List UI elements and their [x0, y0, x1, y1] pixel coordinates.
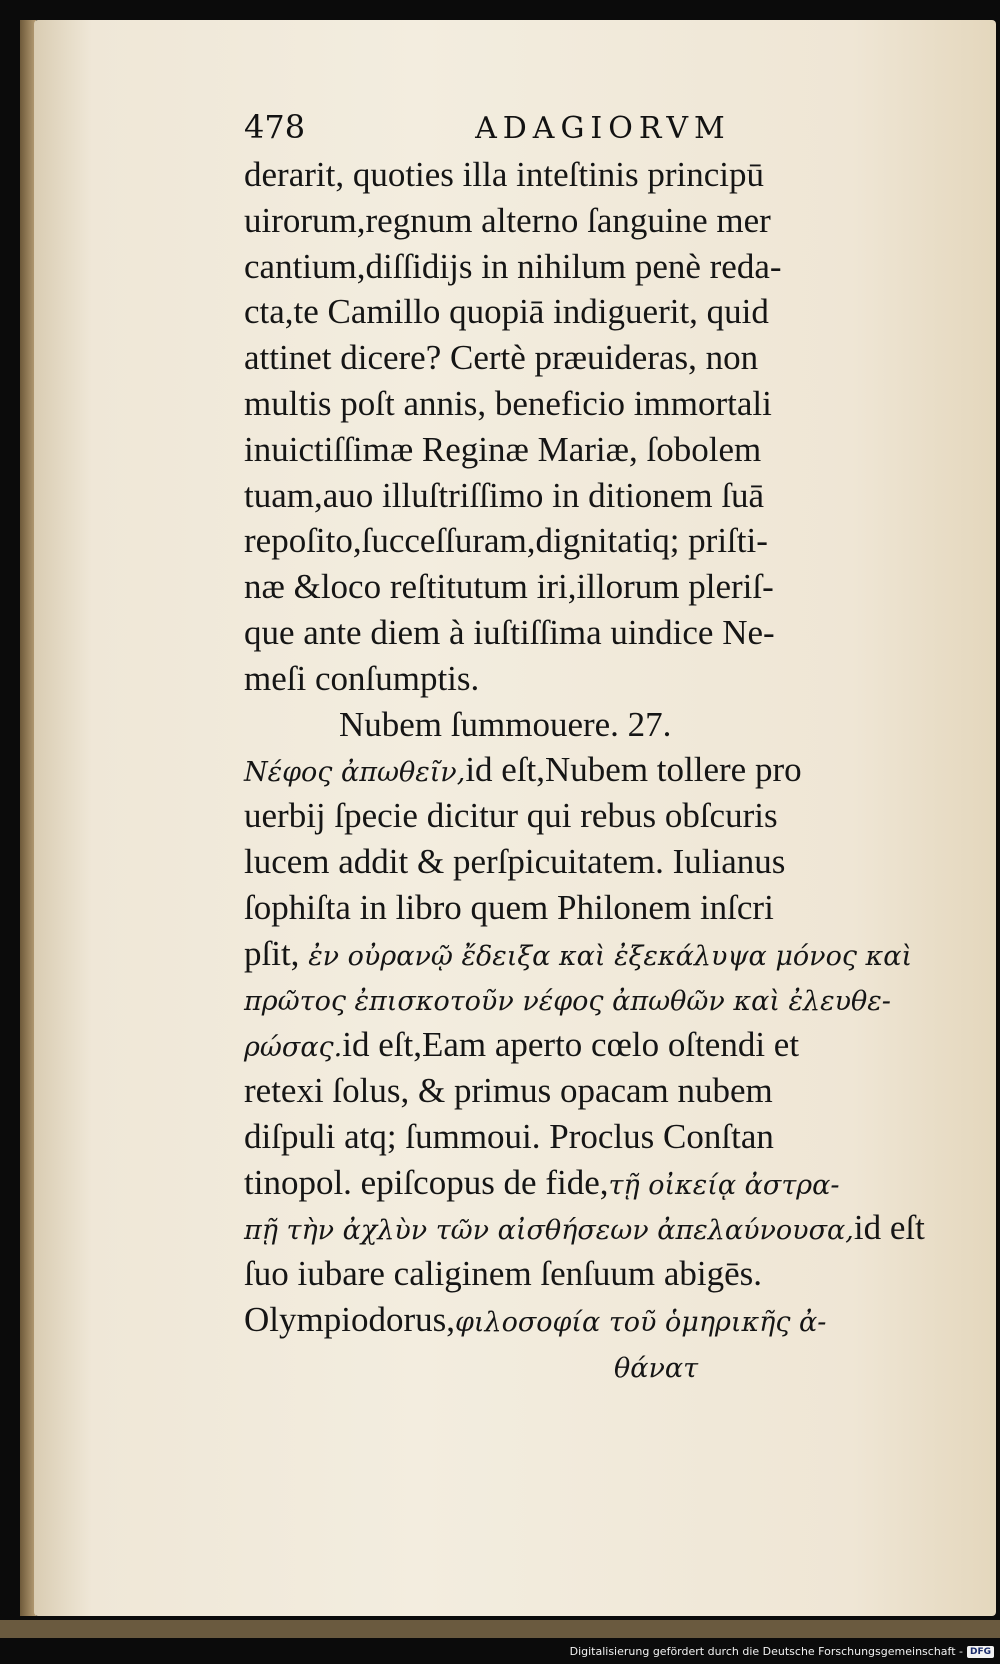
text-line: repoſito,ſucceſſuram,dignitatiq; priſti-	[244, 521, 768, 561]
text-line: cta,te Camillo quopiā indiguerit, quid	[244, 292, 769, 332]
text-line: ſuo iubare caliginem ſenſuum abigēs.	[244, 1254, 763, 1294]
greek-phrase: πρῶτος ἐπισκοτοῦν νέφος ἀπωθῶν καὶ ἐλευθε-	[244, 986, 891, 1018]
greek-phrase: πῇ τὴν ἀχλὺν τῶν αἰσθήσεων ἀπελαύνουσα,	[244, 1215, 854, 1247]
text-line: retexi ſolus, & primus opacam nubem	[244, 1070, 773, 1110]
dfg-logo: DFG	[967, 1646, 994, 1658]
text-line: que ante diem à iuſtiſſima uindice Ne-	[244, 612, 775, 652]
latin-text: pſit,	[244, 933, 300, 973]
latin-text: tinopol. epiſcopus de fide,	[244, 1162, 609, 1202]
text-line	[244, 1343, 944, 1389]
digitization-credit	[570, 1645, 994, 1658]
greek-phrase: θάνατ	[614, 1352, 699, 1384]
latin-text: id eſt,Nubem tollere pro	[465, 750, 802, 790]
page-number: 478	[244, 108, 306, 146]
page-bottom-edge	[0, 1620, 1000, 1638]
text-line: uerbij ſpecie dicitur qui rebus obſcuris	[244, 796, 778, 836]
text-line: derarit, quoties illa inteſtinis principū	[244, 155, 765, 194]
text-line: næ &loco reſtitutum iri,illorum pleriſ-	[244, 567, 774, 607]
text-line: lucem addit & perſpicuitatem. Iulianus	[244, 841, 786, 881]
text-line	[244, 976, 944, 1022]
latin-text: id eſt,Eam aperto cœlo oſtendi et	[342, 1025, 800, 1065]
latin-text: Olympiodorus,	[244, 1299, 455, 1339]
page-header	[244, 108, 804, 150]
running-head: ADAGIORVM	[475, 111, 731, 146]
text-line	[244, 747, 944, 793]
text-line: uirorum,regnum alterno ſanguine mer	[244, 200, 771, 240]
greek-phrase: Νέφος ἀπωθεῖν,	[244, 757, 466, 789]
text-line	[244, 1160, 944, 1206]
adage-heading: Nubem ſummouere. 27.	[339, 704, 672, 744]
text-line: cantium,diſſidijs in nihilum penè reda-	[244, 246, 782, 286]
greek-phrase: ρώσας.	[244, 1032, 343, 1064]
text-line	[244, 1022, 944, 1068]
greek-phrase: φιλοσοφία τοῦ ὁμηρικῆς ἀ-	[454, 1306, 827, 1338]
text-line	[244, 1205, 944, 1251]
text-line: attinet dicere? Certè præuideras, non	[244, 338, 759, 378]
text-line: diſpuli atq; ſummoui. Proclus Conſtan	[244, 1116, 774, 1156]
text-line	[244, 931, 944, 977]
text-line: tuam,auo illuſtriſſimo in ditionem ſuā	[244, 475, 765, 515]
text-line	[244, 1297, 944, 1343]
text-line: meſi conſumptis.	[244, 658, 480, 698]
text-line: ſophiſta in libro quem Philonem inſcri	[244, 887, 774, 927]
greek-phrase: ἐν οὐρανῷ ἔδειξα καὶ ἐξεκάλυψα μόνος καὶ	[308, 940, 913, 972]
text-line: inuictiſſimæ Reginæ Mariæ, ſobolem	[244, 429, 762, 469]
text-line: multis poſt annis, beneficio immortali	[244, 383, 772, 423]
greek-phrase: τῇ οἰκείᾳ ἀστρα-	[608, 1169, 840, 1201]
text-block	[244, 152, 944, 1389]
credit-text: Digitalisierung gefördert durch die Deutsche Forschungsgemeinschaft -	[569, 1645, 963, 1658]
latin-text: id eſt	[853, 1208, 925, 1248]
